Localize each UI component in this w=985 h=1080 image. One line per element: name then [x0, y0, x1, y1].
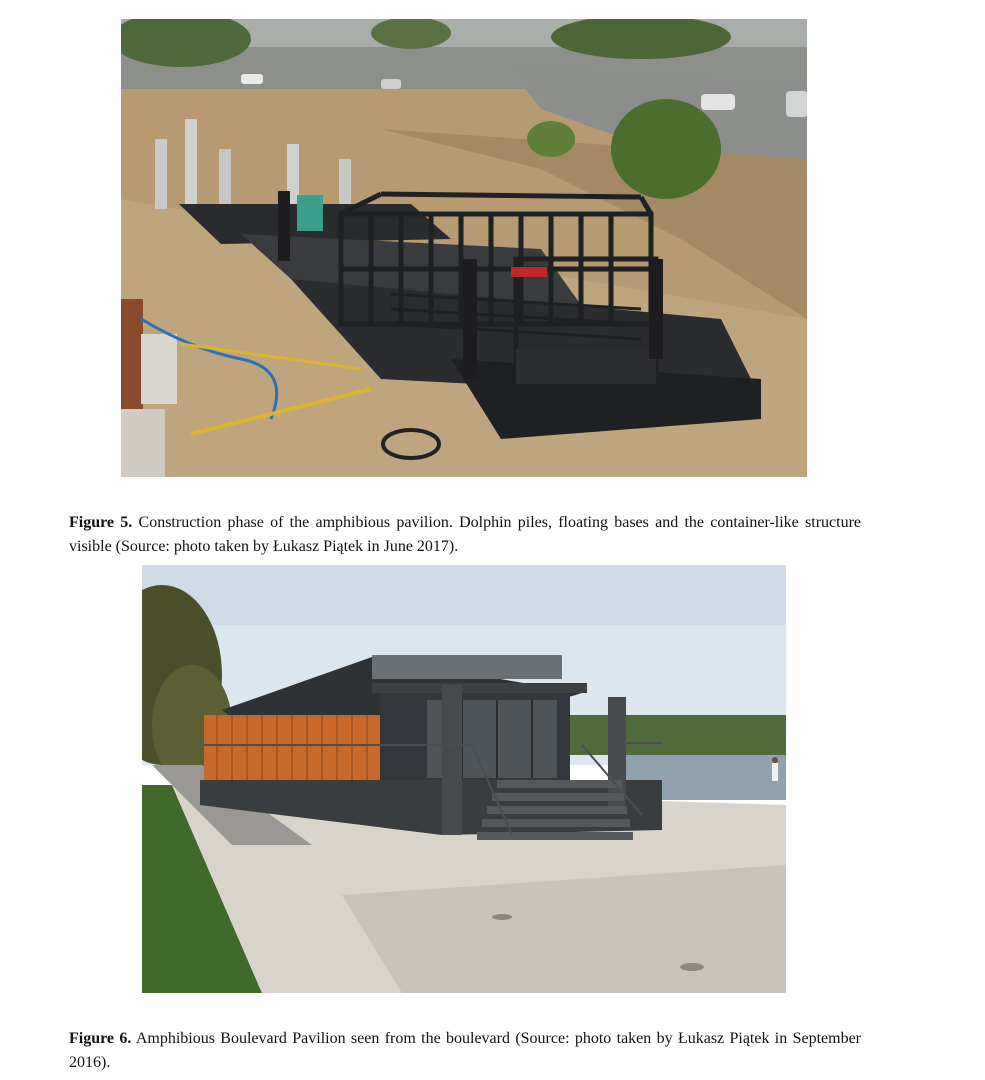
- figure-6-label: Figure 6.: [69, 1030, 132, 1047]
- figure-5-caption-text: Construction phase of the amphibious pavilion. Dolphin piles, floating bases and the container-like structure visible (Source: photo taken by Łukasz Piątek in June 2017).: [69, 514, 862, 555]
- figure-5-caption: [69, 511, 861, 559]
- figure-6-photo: [142, 565, 786, 993]
- figure-6-caption-text: Amphibious Boulevard Pavilion seen from the boulevard (Source: photo taken by Łukasz Piątek in September 2016).: [69, 1030, 862, 1071]
- figure-5-label: Figure 5.: [69, 514, 133, 531]
- figure-5-photo: [121, 19, 807, 477]
- figure-6-caption: [69, 1027, 861, 1075]
